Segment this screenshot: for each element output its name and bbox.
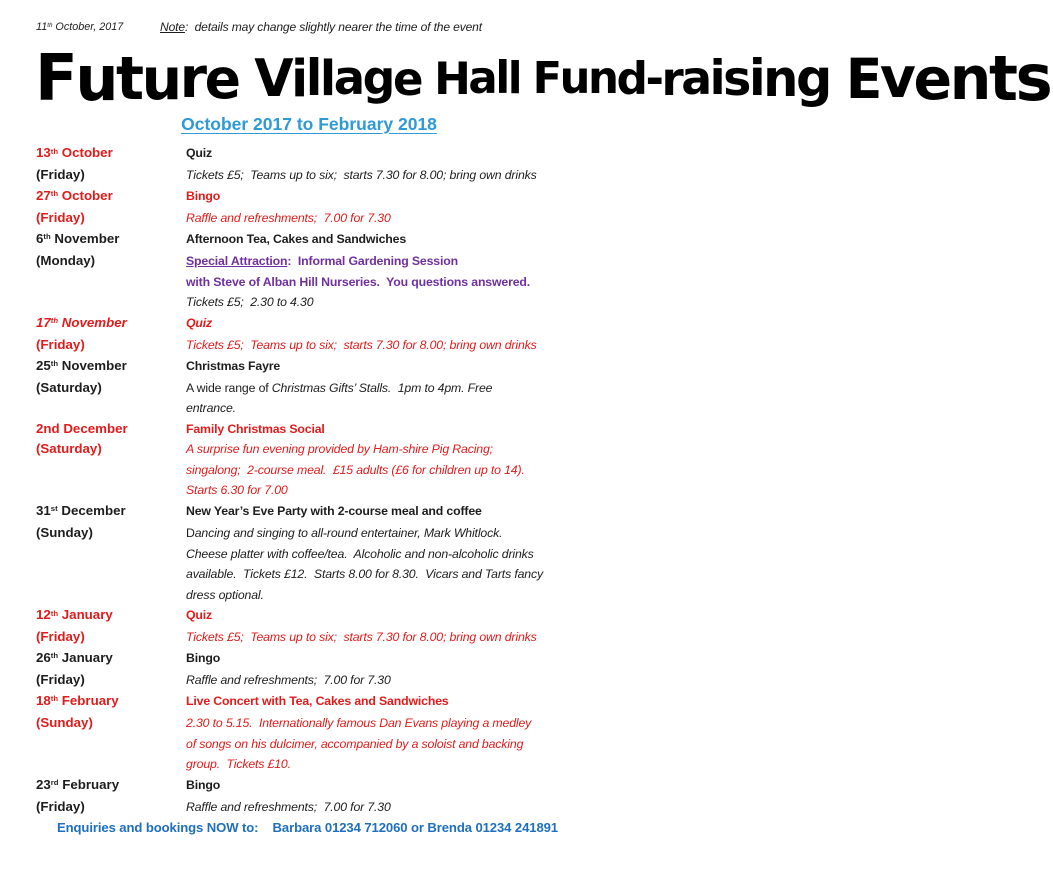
title-char: l: [495, 52, 511, 104]
event-desc-cell: [186, 229, 618, 251]
event-date-cell: [36, 251, 186, 271]
text-run: entrance.: [186, 401, 236, 416]
table-row: [0, 335, 618, 355]
text-run: October: [58, 145, 113, 160]
title-char: -: [645, 52, 664, 106]
event-date-cell: [36, 670, 186, 690]
event-desc-cell: [186, 605, 618, 627]
event-date-cell: [36, 480, 186, 500]
event-desc-cell: [186, 143, 618, 165]
table-row: [0, 523, 618, 543]
event-date-cell: [36, 208, 186, 228]
text-run: (Sunday): [36, 715, 93, 731]
text-run: 23: [36, 776, 51, 792]
table-row: [0, 480, 618, 500]
title-char: n: [587, 52, 619, 104]
text-run: 6: [36, 230, 44, 246]
event-desc-cell: [186, 691, 618, 713]
event-desc-cell: [186, 398, 618, 418]
table-row: [0, 713, 618, 733]
text-run: singalong; 2-course meal. £15 adults (£6 for children up to 14).: [186, 462, 525, 477]
text-run: November: [58, 314, 127, 330]
event-date-cell: [36, 272, 186, 292]
text-run: Note: [160, 20, 185, 34]
text-run: Raffle and refreshments; 7.00 for 7.30: [186, 211, 391, 226]
text-run: A wide range of: [186, 380, 272, 395]
text-run: January: [58, 649, 113, 665]
text-run: February: [58, 692, 119, 708]
event-desc-cell: [186, 165, 618, 185]
table-row: [0, 797, 618, 817]
text-run: of songs on his dulcimer, accompanied by a soloist and backing: [186, 736, 524, 751]
text-run: th: [50, 608, 59, 618]
text-run: (Friday): [36, 799, 85, 815]
text-run: Enquiries and bookings NOW to: Barbara 01234 712060 or Brenda 01234 241891: [57, 819, 558, 835]
footer-date: [36, 17, 160, 39]
title-char: t: [116, 43, 145, 114]
text-run: 18: [36, 692, 51, 708]
event-date-cell: [36, 523, 186, 543]
title-char: a: [681, 51, 713, 106]
text-run: Quiz: [186, 607, 213, 622]
text-run: December: [57, 502, 126, 518]
event-desc-cell: [186, 335, 618, 355]
text-run: (Monday): [36, 253, 96, 269]
title-char: t: [989, 42, 1019, 116]
event-desc-cell: [186, 648, 618, 670]
text-run: November: [50, 230, 120, 246]
title-char: g: [796, 49, 833, 109]
event-date-cell: [36, 419, 186, 439]
event-desc-cell: [186, 272, 618, 292]
event-date-cell: [36, 605, 186, 627]
title-char: F: [35, 42, 78, 116]
event-date-cell: [36, 797, 186, 817]
text-run: th: [50, 316, 59, 326]
title-char: i: [709, 51, 726, 107]
text-run: New Year’s Eve Party with 2-course meal and coffee: [186, 503, 482, 518]
text-run: 12: [36, 606, 51, 622]
title-char: l: [319, 50, 337, 107]
date-range-subtitle: October 2017 to February 2018: [181, 114, 437, 134]
event-desc-cell: [186, 734, 618, 754]
table-row: [0, 460, 618, 480]
event-date-cell: [36, 398, 186, 418]
event-date-cell: [36, 143, 186, 165]
event-date-cell: [36, 335, 186, 355]
table-row: [0, 564, 618, 584]
text-run: Bingo: [186, 650, 221, 665]
table-row: [0, 544, 618, 564]
text-run: Quiz: [186, 315, 213, 330]
title-char: v: [879, 45, 916, 111]
text-run: D: [186, 526, 195, 541]
event-date-cell: [36, 627, 186, 647]
event-desc-cell: [186, 419, 618, 439]
table-row: [0, 208, 618, 228]
table-row: [0, 356, 618, 378]
table-row: [0, 186, 618, 208]
event-date-cell: [36, 713, 186, 733]
table-row: [0, 419, 618, 439]
event-date-cell: [36, 754, 186, 774]
title-char: i: [748, 49, 766, 108]
event-desc-cell: [186, 501, 618, 523]
title-char: a: [468, 52, 498, 104]
event-desc-cell: [186, 585, 618, 605]
event-desc-cell: [186, 775, 618, 797]
event-date-cell: [36, 460, 186, 480]
event-desc-cell: [186, 480, 618, 500]
text-run: (Friday): [36, 167, 85, 183]
enquiries-line: [57, 818, 618, 838]
text-run: 11: [36, 21, 48, 33]
event-desc-cell: [186, 523, 618, 543]
table-row: [0, 313, 618, 335]
event-date-cell: [36, 648, 186, 670]
title-char: d: [616, 51, 648, 105]
table-row: [0, 439, 618, 459]
text-run: with Steve of Alban Hill Nurseries. You questions answered.: [186, 274, 531, 289]
event-desc-cell: [186, 627, 618, 647]
title-char: s: [1015, 42, 1053, 116]
text-run: Tickets £5; 2.30 to 4.30: [186, 295, 314, 310]
flyer-page: [0, 17, 1053, 890]
event-desc-cell: [186, 251, 618, 271]
event-date-cell: [36, 585, 186, 605]
title-char: r: [179, 45, 208, 111]
event-desc-cell: [186, 356, 618, 378]
title-char: l: [305, 49, 323, 108]
text-run: 26: [36, 649, 51, 665]
text-run: 13: [36, 145, 51, 160]
text-run: November: [58, 357, 127, 373]
table-row: [0, 691, 618, 713]
title-char: E: [845, 46, 883, 111]
title-char: u: [141, 44, 183, 113]
text-run: th: [50, 146, 59, 156]
text-run: th: [50, 694, 59, 704]
event-desc-cell: [186, 670, 618, 690]
table-row: [0, 229, 618, 251]
event-date-cell: [36, 501, 186, 523]
text-run: (Friday): [36, 210, 85, 226]
text-run: (Friday): [36, 672, 85, 688]
event-desc-cell: [186, 292, 618, 312]
event-desc-cell: [186, 460, 618, 480]
title-char: l: [507, 52, 523, 104]
text-run: Tickets £5; Teams up to six; starts 7.30 for 8.00; bring own drinks: [186, 338, 537, 353]
event-date-cell: [36, 691, 186, 713]
text-run: th: [50, 651, 59, 661]
event-desc-cell: [186, 754, 618, 774]
title-char: e: [204, 46, 241, 111]
table-row: [0, 754, 618, 774]
text-run: (Saturday): [36, 441, 102, 457]
text-run: Bingo: [186, 188, 221, 203]
event-desc-cell: [186, 797, 618, 817]
text-run: Tickets £5; Teams up to six; starts 7.30 for 8.00; bring own drinks: [186, 630, 537, 645]
text-run: th: [50, 189, 59, 199]
text-run: Raffle and refreshments; 7.00 for 7.30: [186, 673, 391, 688]
table-row: [0, 605, 618, 627]
title-char: e: [392, 52, 424, 106]
event-desc-cell: [186, 544, 618, 564]
text-run: : details may change slightly nearer the time of the event: [184, 20, 482, 34]
event-date-cell: [36, 775, 186, 797]
text-run: ancing and singing to all-round entertainer, Mark Whitlock.: [194, 526, 503, 541]
text-run: Christmas Gifts’ Stalls. 1pm to 4pm. Free: [271, 380, 493, 395]
title-char: a: [333, 51, 366, 107]
text-run: October, 2017: [52, 21, 124, 33]
text-run: (Friday): [36, 337, 85, 353]
event-date-cell: [36, 439, 186, 459]
text-run: rd: [50, 778, 59, 788]
title-char: n: [763, 48, 799, 108]
text-run: group. Tickets £10.: [186, 757, 291, 772]
title-char: n: [949, 43, 992, 114]
text-run: February: [58, 776, 120, 792]
event-desc-cell: [186, 439, 618, 459]
text-run: Cheese platter with coffee/tea. Alcoholic and non-alcoholic drinks: [186, 546, 534, 561]
text-run: Tickets £5; Teams up to six; starts 7.30 for 8.00; bring own drinks: [186, 168, 537, 183]
event-desc-cell: [186, 186, 618, 208]
title-char: e: [913, 44, 953, 113]
table-row: [0, 251, 618, 271]
event-desc-cell: [186, 713, 618, 733]
text-run: dress optional.: [186, 587, 264, 602]
text-run: Quiz: [186, 146, 213, 160]
title-char: u: [75, 42, 119, 116]
table-row: [0, 165, 618, 185]
text-run: Family Christmas Social: [186, 421, 325, 436]
text-run: 2.30 to 5.15. Internationally famous Dan Evans playing a medley: [186, 716, 532, 731]
event-date-cell: [36, 734, 186, 754]
events-table: [0, 143, 618, 838]
text-run: (Saturday): [36, 379, 102, 395]
table-row: [0, 627, 618, 647]
event-date-cell: [36, 378, 186, 398]
footer-note: [160, 17, 618, 39]
text-run: Christmas Fayre: [186, 358, 281, 373]
page-title: [35, 42, 1053, 116]
text-run: Starts 6.30 for 7.00: [186, 483, 288, 498]
title-char: r: [661, 52, 684, 106]
event-date-cell: [36, 292, 186, 312]
table-row: [0, 734, 618, 754]
table-row: [0, 272, 618, 292]
text-run: Bingo: [186, 777, 221, 792]
title-char: i: [291, 48, 309, 108]
event-date-cell: [36, 186, 186, 208]
text-run: 25: [36, 357, 51, 373]
table-row: [0, 292, 618, 312]
text-run: January: [58, 606, 113, 622]
event-date-cell: [36, 356, 186, 378]
table-row: [0, 143, 618, 165]
table-row: [0, 670, 618, 690]
text-run: st: [50, 504, 58, 514]
text-run: 27: [36, 187, 51, 203]
text-run: (Sunday): [36, 525, 93, 541]
title-char: s: [723, 50, 752, 107]
text-run: 17: [36, 314, 51, 330]
table-row: [0, 648, 618, 670]
text-run: Live Concert with Tea, Cakes and Sandwiches: [186, 693, 449, 708]
title-char: u: [559, 52, 591, 104]
footer: [0, 17, 618, 39]
event-date-cell: [36, 313, 186, 335]
table-row: [0, 378, 618, 398]
text-run: 31: [36, 502, 51, 518]
title-char: F: [532, 52, 563, 104]
event-date-cell: [36, 165, 186, 185]
table-row: [0, 398, 618, 418]
event-date-cell: [36, 544, 186, 564]
table-row: [0, 501, 618, 523]
event-desc-cell: [186, 313, 618, 335]
event-desc-cell: [186, 208, 618, 228]
event-desc-cell: [186, 564, 618, 584]
text-run: : Informal Gardening Session: [287, 254, 458, 269]
title-char: V: [254, 49, 294, 109]
table-row: [0, 775, 618, 797]
page-title-text: [35, 42, 1053, 116]
table-row: [0, 585, 618, 605]
text-run: Afternoon Tea, Cakes and Sandwiches: [186, 231, 407, 246]
text-run: (Friday): [36, 629, 85, 645]
text-run: 2nd December: [36, 420, 128, 436]
text-run: th: [50, 359, 59, 369]
title-char: H: [434, 51, 471, 105]
text-run: October: [58, 187, 113, 203]
event-date-cell: [36, 564, 186, 584]
text-run: A surprise fun evening provided by Ham-shire Pig Racing;: [186, 442, 493, 457]
text-run: Special Attraction: [186, 254, 288, 269]
event-date-cell: [36, 229, 186, 251]
text-run: available. Tickets £12. Starts 8.00 for 8.30. Vicars and Tarts fancy: [186, 567, 543, 582]
text-run: th: [43, 232, 51, 242]
event-desc-cell: [186, 378, 618, 398]
text-run: Raffle and refreshments; 7.00 for 7.30: [186, 800, 391, 815]
text-run: th: [47, 22, 53, 30]
title-char: g: [362, 51, 396, 106]
